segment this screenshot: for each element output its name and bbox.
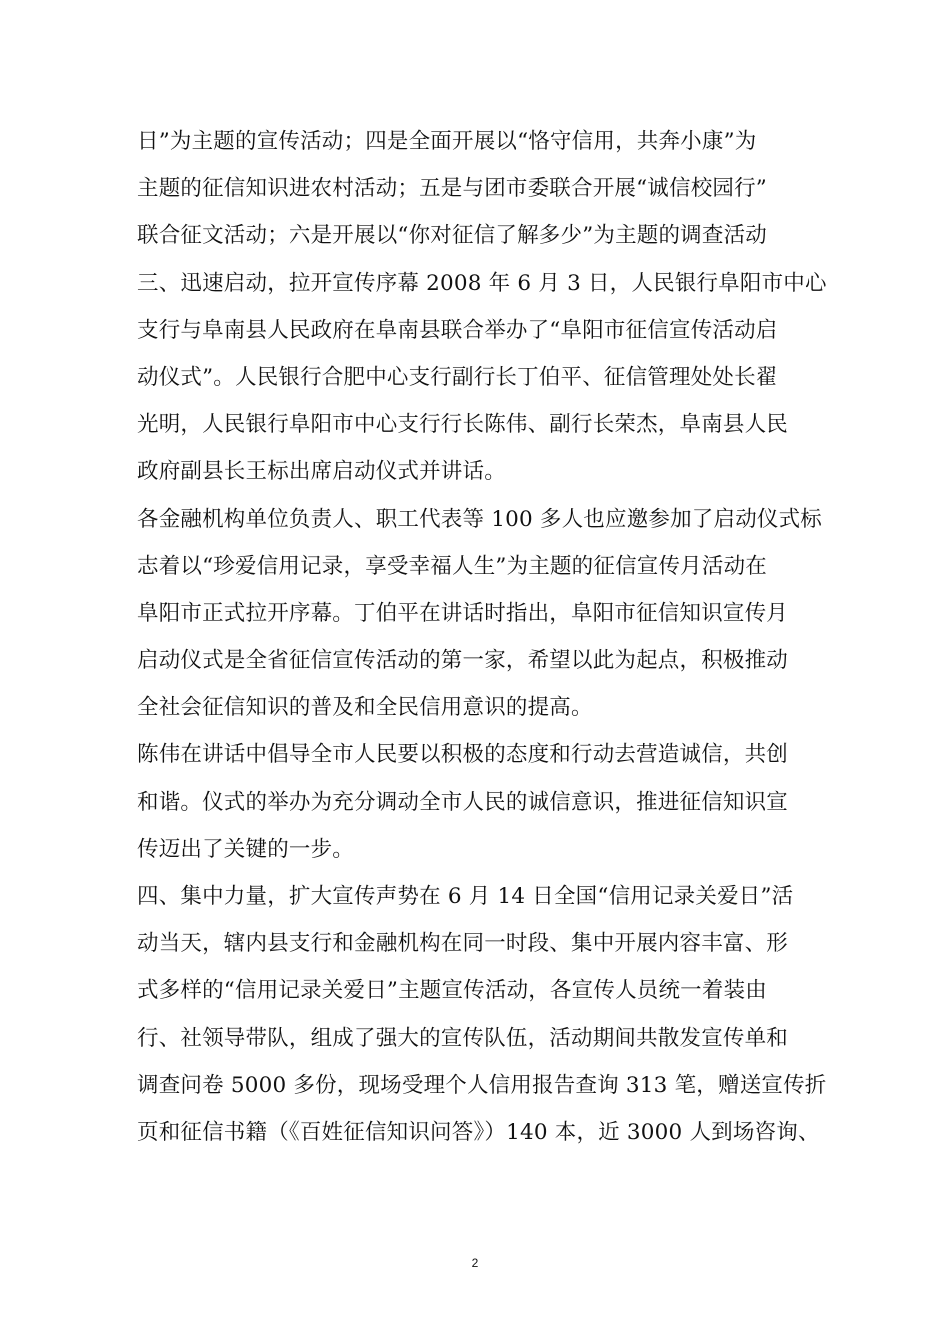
text-line: 行、社领导带队，组成了强大的宣传队伍，活动期间共散发宣传单和	[137, 1025, 789, 1051]
body-text	[137, 118, 837, 1156]
text-line: 动仪式”。人民银行合肥中心支行副行长丁伯平、征信管理处处长翟	[137, 364, 778, 390]
text-line: 启动仪式是全省征信宣传活动的第一家，希望以此为起点，积极推动	[137, 648, 789, 674]
text-line: 阜阳市正式拉开序幕。丁伯平在讲话时指出，阜阳市征信知识宣传月	[137, 600, 789, 626]
text-line: 日”为主题的宣传活动；四是全面开展以“恪守信用，共奔小康”为	[137, 129, 757, 154]
text-line: 三、迅速启动，拉开宣传序幕 2008 年 6 月 3 日，人民银行阜阳市中心	[137, 270, 827, 296]
text-line: 光明，人民银行阜阳市中心支行行长陈伟、副行长荣杰，阜南县人民	[137, 412, 789, 438]
text-line: 志着以“珍爱信用记录，享受幸福人生”为主题的征信宣传月活动在	[137, 553, 767, 579]
page-number: 2	[471, 1256, 479, 1270]
text-line: 调查问卷 5000 多份，现场受理个人信用报告查询 313 笔，赠送宣传折	[137, 1072, 827, 1098]
text-line: 主题的征信知识进农村活动；五是与团市委联合开展“诚信校园行”	[137, 176, 767, 202]
text-line: 页和征信书籍（《百姓征信知识问答》）140 本，近 3000 人到场咨询、	[137, 1119, 820, 1145]
text-line: 支行与阜南县人民政府在阜南县联合举办了“阜阳市征信宣传活动启	[137, 317, 778, 343]
text-line: 政府副县长王标出席启动仪式并讲话。	[137, 459, 506, 485]
text-line: 动当天，辖内县支行和金融机构在同一时段、集中开展内容丰富、形	[137, 931, 789, 957]
text-line: 陈伟在讲话中倡导全市人民要以积极的态度和行动去营造诚信，共创	[137, 742, 789, 768]
text-line: 四、集中力量，扩大宣传声势在 6 月 14 日全国“信用记录关爱日”活	[137, 884, 794, 909]
text-line: 各金融机构单位负责人、职工代表等 100 多人也应邀参加了启动仪式标	[137, 506, 823, 532]
text-line: 式多样的“信用记录关爱日”主题宣传活动，各宣传人员统一着装由	[137, 978, 767, 1004]
text-line: 传迈出了关键的一步。	[137, 836, 355, 862]
text-line: 联合征文活动；六是开展以“你对征信了解多少”为主题的调查活动	[137, 223, 767, 249]
text-line: 和谐。仪式的举办为充分调动全市人民的诚信意识，推进征信知识宣	[137, 789, 789, 815]
text-line: 全社会征信知识的普及和全民信用意识的提高。	[137, 695, 593, 721]
